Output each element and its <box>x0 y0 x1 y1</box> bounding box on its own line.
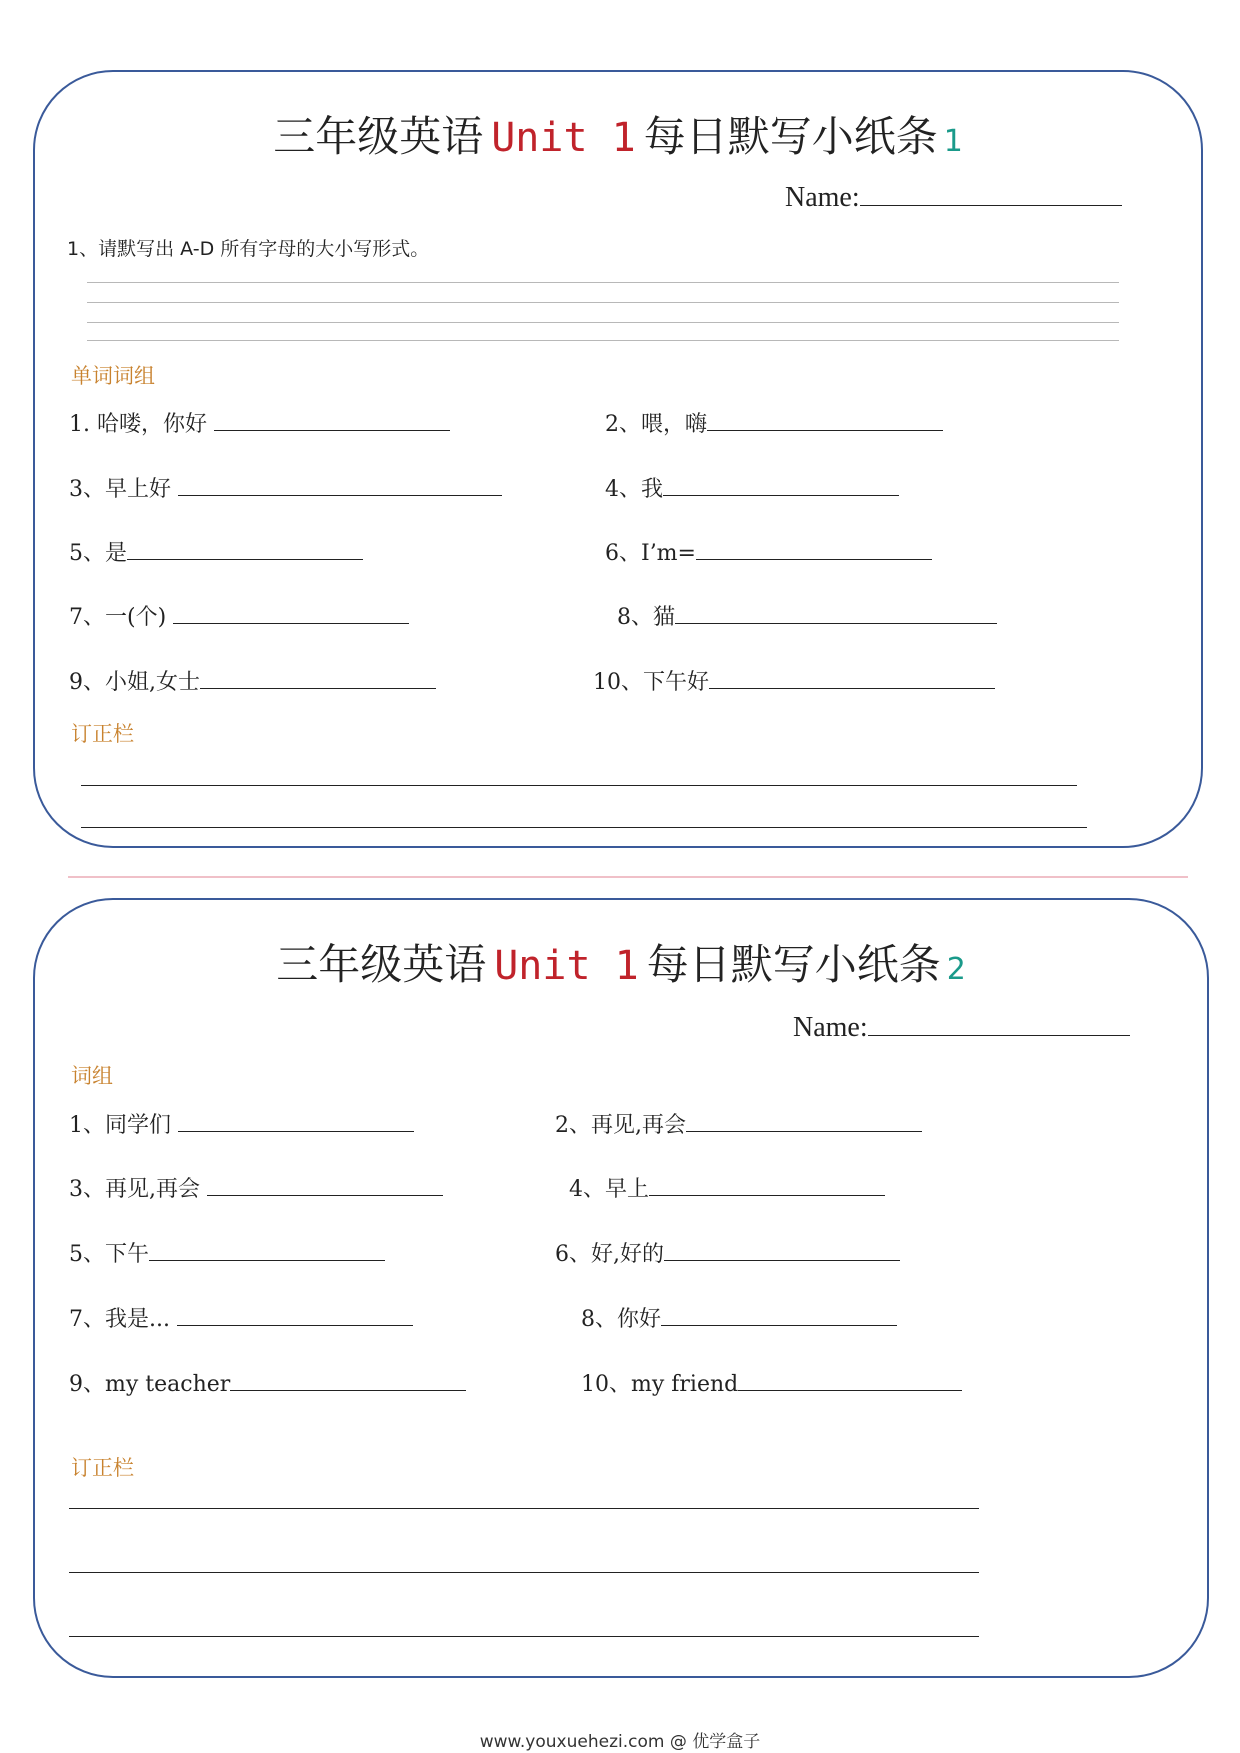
answer-blank[interactable] <box>649 1173 885 1196</box>
title-prefix: 三年级英语 <box>276 940 487 989</box>
title-number: 2 <box>946 952 966 987</box>
item-prompt: 9、my teacher <box>69 1372 231 1397</box>
item-prompt: 2、再见,再会 <box>555 1113 686 1138</box>
vocab-item[interactable] <box>569 1172 885 1203</box>
vocab-item[interactable] <box>605 536 932 567</box>
item-prompt: 5、是 <box>69 541 127 566</box>
writing-guide-line[interactable] <box>87 322 1119 323</box>
vocab-item[interactable] <box>581 1302 897 1333</box>
item-prompt: 1. 哈喽，你好 <box>69 412 207 437</box>
vocab-item[interactable] <box>555 1237 900 1268</box>
writing-guide-line[interactable] <box>87 340 1119 341</box>
section-heading-phrases: 词组 <box>71 1064 113 1088</box>
vocab-item[interactable] <box>69 1108 414 1139</box>
vocab-item[interactable] <box>69 1237 385 1268</box>
vocab-item[interactable] <box>69 1367 466 1398</box>
name-label: Name: <box>785 182 860 213</box>
correction-line[interactable] <box>69 1636 979 1637</box>
answer-blank[interactable] <box>230 1368 466 1391</box>
answer-blank[interactable] <box>675 601 997 624</box>
dictation-card-2 <box>33 898 1209 1678</box>
item-prompt: 3、再见,再会 <box>69 1177 200 1202</box>
title-prefix: 三年级英语 <box>273 112 484 161</box>
vocab-item[interactable] <box>581 1367 962 1398</box>
answer-blank[interactable] <box>127 537 363 560</box>
item-prompt: 8、猫 <box>617 605 675 630</box>
vocab-item[interactable] <box>605 472 899 503</box>
correction-line[interactable] <box>81 827 1087 828</box>
answer-blank[interactable] <box>207 1173 443 1196</box>
vocab-item[interactable] <box>593 665 995 696</box>
section-heading-correction: 订正栏 <box>71 1456 134 1480</box>
answer-blank[interactable] <box>686 1109 922 1132</box>
vocab-item[interactable] <box>69 1172 443 1203</box>
item-prompt: 10、my friend <box>581 1372 739 1397</box>
answer-blank[interactable] <box>661 1303 897 1326</box>
vocab-item[interactable] <box>555 1108 922 1139</box>
item-prompt: 3、早上好 <box>69 477 171 502</box>
name-field[interactable] <box>793 1012 1130 1044</box>
title-number: 1 <box>943 124 963 159</box>
item-prompt: 10、下午好 <box>593 670 709 695</box>
correction-line[interactable] <box>69 1508 979 1509</box>
item-prompt: 6、好,好的 <box>555 1242 664 1267</box>
writing-guide-line[interactable] <box>87 282 1119 283</box>
answer-blank[interactable] <box>214 408 450 431</box>
vocab-item[interactable] <box>69 407 450 438</box>
answer-blank[interactable] <box>664 1238 900 1261</box>
correction-line[interactable] <box>81 785 1077 786</box>
correction-line[interactable] <box>69 1572 979 1573</box>
name-field[interactable] <box>785 182 1122 214</box>
vocab-item[interactable] <box>605 407 943 438</box>
answer-blank[interactable] <box>738 1368 962 1391</box>
writing-guide-line[interactable] <box>87 302 1119 303</box>
answer-blank[interactable] <box>178 473 502 496</box>
item-prompt: 6、I’m= <box>605 541 696 566</box>
vocab-item[interactable] <box>69 472 502 503</box>
title-suffix: 每日默写小纸条 <box>646 940 941 989</box>
footer-watermark: www.youxuehezi.com @ 优学盒子 <box>479 1732 761 1752</box>
answer-blank[interactable] <box>177 1303 413 1326</box>
title-unit: Unit 1 <box>491 115 636 161</box>
answer-blank[interactable] <box>149 1238 385 1261</box>
section-heading-correction: 订正栏 <box>71 722 134 746</box>
item-prompt: 7、我是... <box>69 1307 170 1332</box>
item-prompt: 1、同学们 <box>69 1113 171 1138</box>
item-prompt: 2、喂，嗨 <box>605 412 707 437</box>
item-prompt: 4、我 <box>605 477 663 502</box>
answer-blank[interactable] <box>696 537 932 560</box>
answer-blank[interactable] <box>709 666 995 689</box>
name-blank[interactable] <box>860 183 1122 206</box>
dictation-card-1 <box>33 70 1203 848</box>
cut-divider <box>68 876 1188 878</box>
section-heading-words: 单词词组 <box>71 364 155 388</box>
answer-blank[interactable] <box>200 666 436 689</box>
item-prompt: 9、小姐,女士 <box>69 670 200 695</box>
name-label: Name: <box>793 1012 868 1043</box>
card-title <box>35 104 1201 164</box>
vocab-item[interactable] <box>617 600 997 631</box>
answer-blank[interactable] <box>173 601 409 624</box>
vocab-item[interactable] <box>69 600 409 631</box>
item-prompt: 8、你好 <box>581 1307 661 1332</box>
answer-blank[interactable] <box>663 473 899 496</box>
vocab-item[interactable] <box>69 1302 413 1333</box>
card-title <box>35 932 1207 992</box>
letters-instruction: 1、请默写出 A-D 所有字母的大小写形式。 <box>67 238 430 260</box>
title-unit: Unit 1 <box>494 943 639 989</box>
answer-blank[interactable] <box>707 408 943 431</box>
title-suffix: 每日默写小纸条 <box>643 112 938 161</box>
name-blank[interactable] <box>868 1013 1130 1036</box>
item-prompt: 4、早上 <box>569 1177 649 1202</box>
answer-blank[interactable] <box>178 1109 414 1132</box>
vocab-item[interactable] <box>69 536 363 567</box>
item-prompt: 7、一(个) <box>69 605 167 630</box>
item-prompt: 5、下午 <box>69 1242 149 1267</box>
vocab-item[interactable] <box>69 665 436 696</box>
